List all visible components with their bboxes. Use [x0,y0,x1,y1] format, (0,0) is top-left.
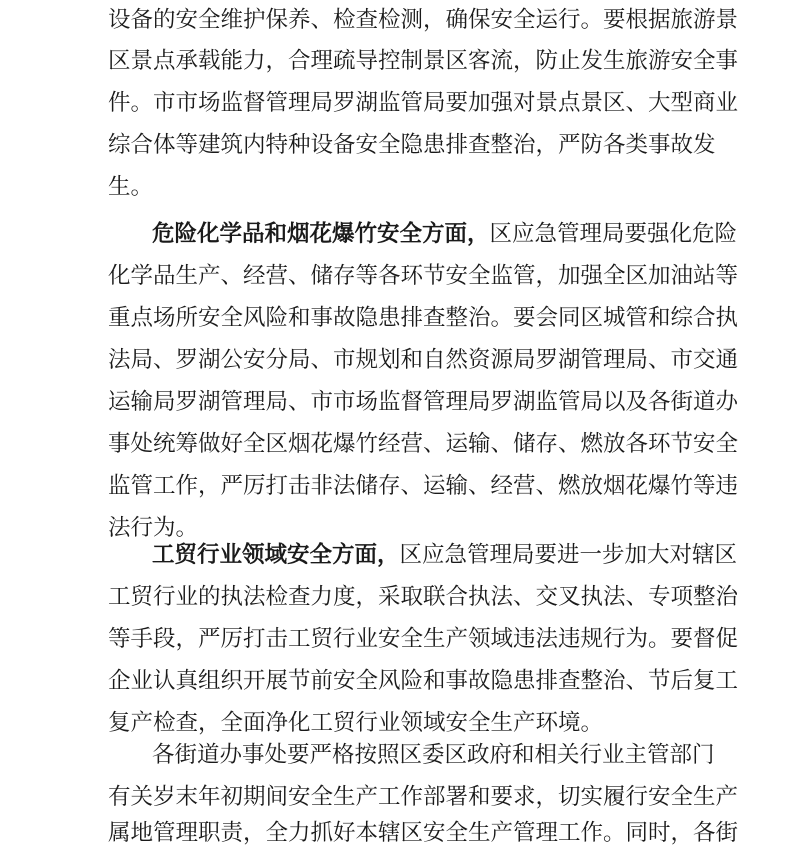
paragraph-first-line [108,540,738,570]
text-line: 复产检查，全面净化工贸行业领域安全生产环境。 [108,710,604,736]
text-line: 工贸行业的执法检查力度，采取联合执法、交叉执法、专项整治 [108,584,739,610]
text-line: 设备的安全维护保养、检查检测，确保安全运行。要根据旅游景 [108,7,739,33]
text-line: 件。市市场监督管理局罗湖监管局要加强对景点景区、大型商业 [108,90,739,116]
text-line: 有关岁末年初期间安全生产工作部署和要求，切实履行安全生产 [108,784,739,810]
text-line: 属地管理职责，全力抓好本辖区安全生产管理工作。同时，各街 [108,820,739,846]
text-line: 生。 [108,174,154,200]
text-line: 事处统筹做好全区烟花爆竹经营、运输、储存、燃放各环节安全 [108,431,739,457]
text-span: 区应急管理局要强化危险 [489,221,738,247]
text-line: 监管工作，严厉打击非法储存、运输、经营、燃放烟花爆竹等违 [108,473,739,499]
text-line: 区景点承载能力，合理疏导控制景区客流，防止发生旅游安全事 [108,48,739,74]
paragraph-first-line [108,219,738,249]
text-line: 法局、罗湖公安分局、市规划和自然资源局罗湖管理局、市交通 [108,347,739,373]
text-line: 化学品生产、经营、储存等各环节安全监管，加强全区加油站等 [108,263,739,289]
text-line: 综合体等建筑内特种设备安全隐患排查整治，严防各类事故发 [108,132,716,158]
text-line: 重点场所安全风险和事故隐患排查整治。要会同区城管和综合执 [108,305,739,331]
section-heading: 危险化学品和烟花爆竹安全方面， [152,221,490,247]
text-line: 运输局罗湖管理局、市市场监督管理局罗湖监管局以及各街道办 [108,389,739,415]
text-span: 区应急管理局要进一步加大对辖区 [399,542,738,568]
text-line: 法行为。 [108,515,199,541]
section-heading: 工贸行业领域安全方面， [152,542,400,568]
text-line: 等手段，严厉打击工贸行业安全生产领域违法违规行为。要督促 [108,626,739,652]
paragraph-first-line: 各街道办事处要严格按照区委区政府和相关行业主管部门 [152,742,715,768]
text-line: 企业认真组织开展节前安全风险和事故隐患排查整治、节后复工 [108,668,739,694]
